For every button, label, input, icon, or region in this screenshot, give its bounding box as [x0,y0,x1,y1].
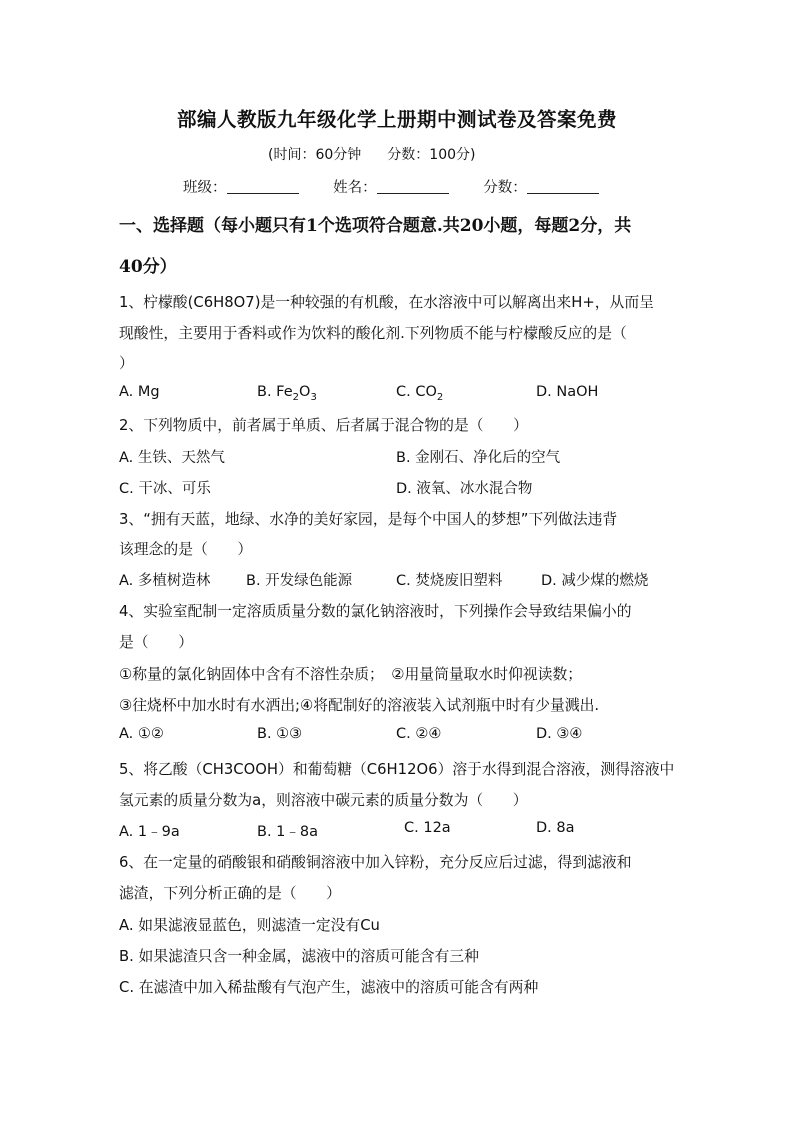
name-label: 姓名： [333,180,377,196]
q4-option-d: D. ③④ [536,726,583,742]
q4-option-b: B. ①③ [257,726,303,742]
page-title: 部编人教版九年级化学上册期中测试卷及答案免费 [176,108,617,131]
q5-option-c: C. 12a [404,820,451,836]
question-5-line-2: 氢元素的质量分数为a，则溶液中碳元素的质量分数为（ ） [119,792,528,809]
q3-option-b: B. 开发绿色能源 [246,573,353,589]
exam-subtitle [268,144,501,164]
question-4-line-1: 4、实验室配制一定溶质质量分数的氯化钠溶液时，下列操作会导致结果偏小的 [119,603,632,620]
question-1-line-1: 1、柠檬酸(C6H8O7)是一种较强的有机酸，在水溶液中可以解离出来H+，从而呈 [119,294,654,311]
q1-option-b [257,384,317,403]
question-3-line-2: 该理念的是（ ） [119,541,253,558]
question-2-line-1: 2、下列物质中，前者属于单质、后者属于混合物的是（ ） [119,417,528,434]
q5-option-b: B. 1﹣8a [257,824,319,840]
q3-option-a: A. 多植树造林 [119,573,211,589]
q1-b-text: B. Fe [257,384,293,400]
q5-option-a: A. 1﹣9a [119,824,180,840]
question-1-line-3: ） [119,355,134,372]
question-1-line-2: 现酸性，主要用于香料或作为饮料的酸化剂.下列物质不能与柠檬酸反应的是（ [119,325,627,342]
class-blank [227,179,299,194]
q5-option-d: D. 8a [536,820,575,836]
q1-option-c [396,384,443,403]
q3-option-c: C. 焚烧废旧塑料 [396,573,503,589]
q1-option-d: D. NaOH [536,384,599,400]
q1-b-mid: O [299,384,311,400]
name-blank [377,179,449,194]
q2-option-b: B. 金刚石、净化后的空气 [396,450,561,466]
q1-b-sub2: 3 [310,391,317,403]
q6-option-c: C. 在滤渣中加入稀盐酸有气泡产生，滤液中的溶质可能含有两种 [119,979,539,996]
section-heading: 一、选择题（每小题只有1个选项符合题意.共20小题，每题2分，共 [119,216,632,236]
time-label: (时间：60分钟 [268,147,362,163]
class-label: 班级： [183,180,227,196]
q6-option-b: B. 如果滤渣只含一种金属，滤液中的溶质可能含有三种 [119,948,479,965]
score-total-label: 分数：100分) [387,147,476,163]
question-6-line-2: 滤渣，下列分析正确的是（ ） [119,885,341,902]
q1-c-text: C. CO [396,384,437,400]
q2-option-c: C. 干冰、可乐 [119,481,211,497]
question-6-line-1: 6、在一定量的硝酸银和硝酸铜溶液中加入锌粉，充分反应后过滤，得到滤液和 [119,854,632,871]
question-4-line-4: ③往烧杯中加水时有水洒出;④将配制好的溶液装入试剂瓶中时有少量溅出. [119,697,600,714]
q1-option-a: A. Mg [119,384,160,400]
q3-option-d: D. 减少煤的燃烧 [541,573,649,589]
q4-option-a: A. ①② [119,726,164,742]
score-label: 分数： [483,180,527,196]
q6-option-a: A. 如果滤液显蓝色，则滤渣一定没有Cu [119,917,380,934]
q2-option-a: A. 生铁、天然气 [119,450,225,466]
student-info [183,176,629,197]
q1-c-sub: 2 [436,391,444,403]
q1-b-sub1: 2 [292,391,300,403]
question-3-line-1: 3、“拥有天蓝，地绿、水净的美好家园，是每个中国人的梦想”下列做法违背 [119,511,618,528]
q4-option-c: C. ②④ [396,726,442,742]
question-4-line-2: 是（ ） [119,634,193,651]
question-5-line-1: 5、将乙酸（CH3COOH）和葡萄糖（C6H12O6）溶于水得到混合溶液，测得溶液中 [119,761,675,778]
q2-option-d: D. 液氧、冰水混合物 [396,481,533,497]
section-heading-cont: 40分） [119,257,177,277]
question-4-line-3: ①称量的氯化钠固体中含有不溶性杂质； ②用量筒量取水时仰视读数； [119,666,583,683]
score-blank [527,179,599,194]
